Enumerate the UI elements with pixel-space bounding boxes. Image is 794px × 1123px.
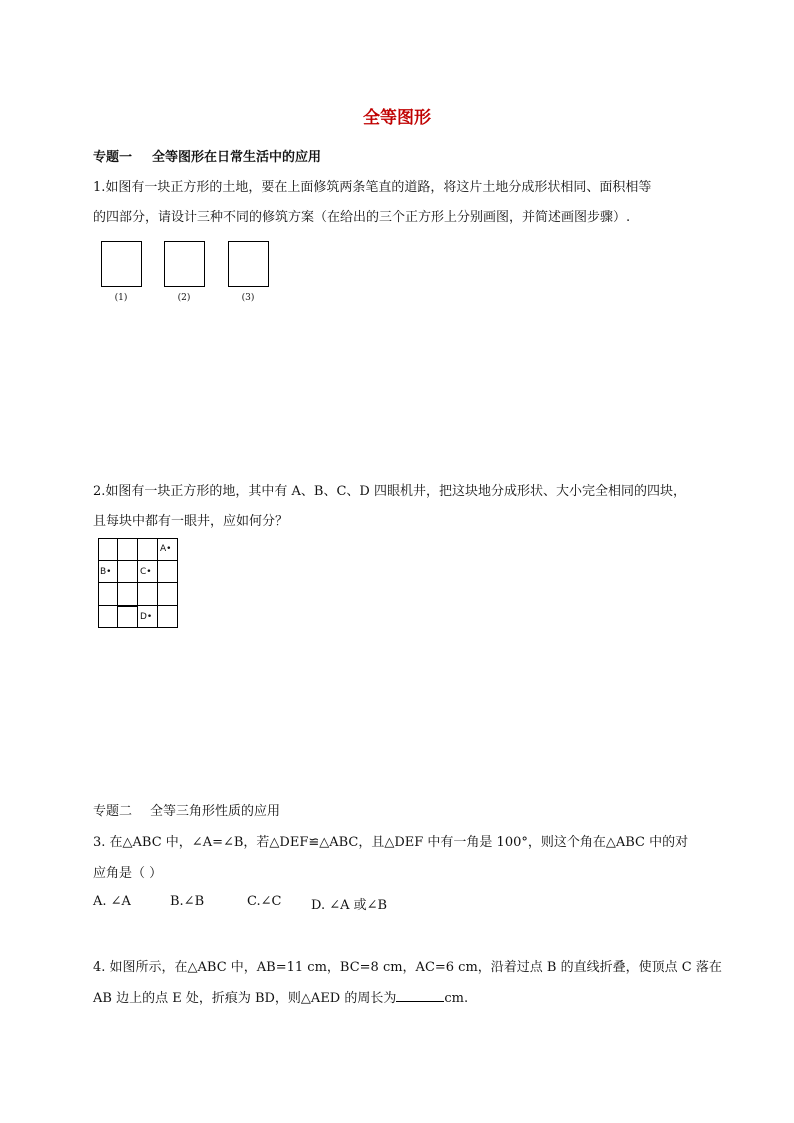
q1-line-1: 1.如图有一块正方形的土地，要在上面修筑两条笔直的道路，将这片土地分成形状相同、面积相等 (93, 180, 652, 195)
q1-line-2: 的四部分，请设计三种不同的修筑方案（在给出的三个正方形上分别画图，并简述画图步骤）. (93, 210, 631, 225)
grid-cell (118, 538, 138, 561)
grid-cell (138, 538, 158, 561)
grid-cell (118, 606, 138, 629)
grid-cell (138, 583, 158, 606)
section-2-label: 专题二 (93, 804, 133, 819)
grid-cell (158, 606, 178, 629)
q3-option-a: A. ∠A (93, 894, 131, 909)
q3-option-d: D. ∠A 或∠B (311, 898, 388, 913)
square-1 (101, 241, 142, 287)
section-2-heading: 全等三角形性质的应用 (150, 804, 281, 819)
q2-line-1: 2.如图有一块正方形的地，其中有 A、B、C、D 四眼机井，把这块地分成形状、大小完全相同的四块， (93, 484, 686, 499)
well-a-label: A• (160, 544, 172, 554)
square-3 (228, 241, 269, 287)
well-grid (98, 538, 178, 628)
q3-line-2: 应角是（ ） (93, 866, 163, 881)
page-title: 全等图形 (363, 108, 431, 128)
grid-cell (98, 538, 118, 561)
well-d-label: D• (140, 612, 153, 622)
square-2-caption: (2) (177, 293, 191, 303)
q4-line-2 (93, 987, 468, 1006)
q2-line-2: 且每块中都有一眼井，应如何分？ (93, 514, 289, 529)
well-c-label: C• (140, 567, 152, 577)
grid-cell (158, 583, 178, 606)
square-1-caption: (1) (114, 293, 128, 303)
square-2 (164, 241, 205, 287)
well-b-label: B• (100, 567, 112, 577)
q4-line-2-prefix: AB 边上的点 E 处，折痕为 BD，则△AED 的周长为 (93, 991, 397, 1006)
q3-line-1: 3. 在△ABC 中，∠A=∠B，若△DEF≌△ABC，且△DEF 中有一角是 100°，则这个角在△ABC 中的对 (93, 835, 689, 850)
grid-cell (118, 561, 138, 584)
answer-blank (396, 990, 444, 1002)
square-3-caption: (3) (241, 293, 255, 303)
grid-cell (158, 561, 178, 584)
q4-line-1: 4. 如图所示，在△ABC 中，AB=11 cm，BC=8 cm，AC=6 cm，沿着过点 B 的直线折叠，使顶点 C 落在 (93, 960, 722, 975)
section-1-heading: 全等图形在日常生活中的应用 (152, 150, 322, 165)
q3-option-b: B.∠B (170, 894, 205, 909)
grid-cell (118, 583, 138, 606)
section-1-label: 专题一 (93, 150, 133, 165)
q4-line-2-suffix: cm. (444, 991, 469, 1006)
q3-option-c: C.∠C (247, 894, 282, 909)
grid-cell (98, 606, 118, 629)
grid-cell (98, 583, 118, 606)
